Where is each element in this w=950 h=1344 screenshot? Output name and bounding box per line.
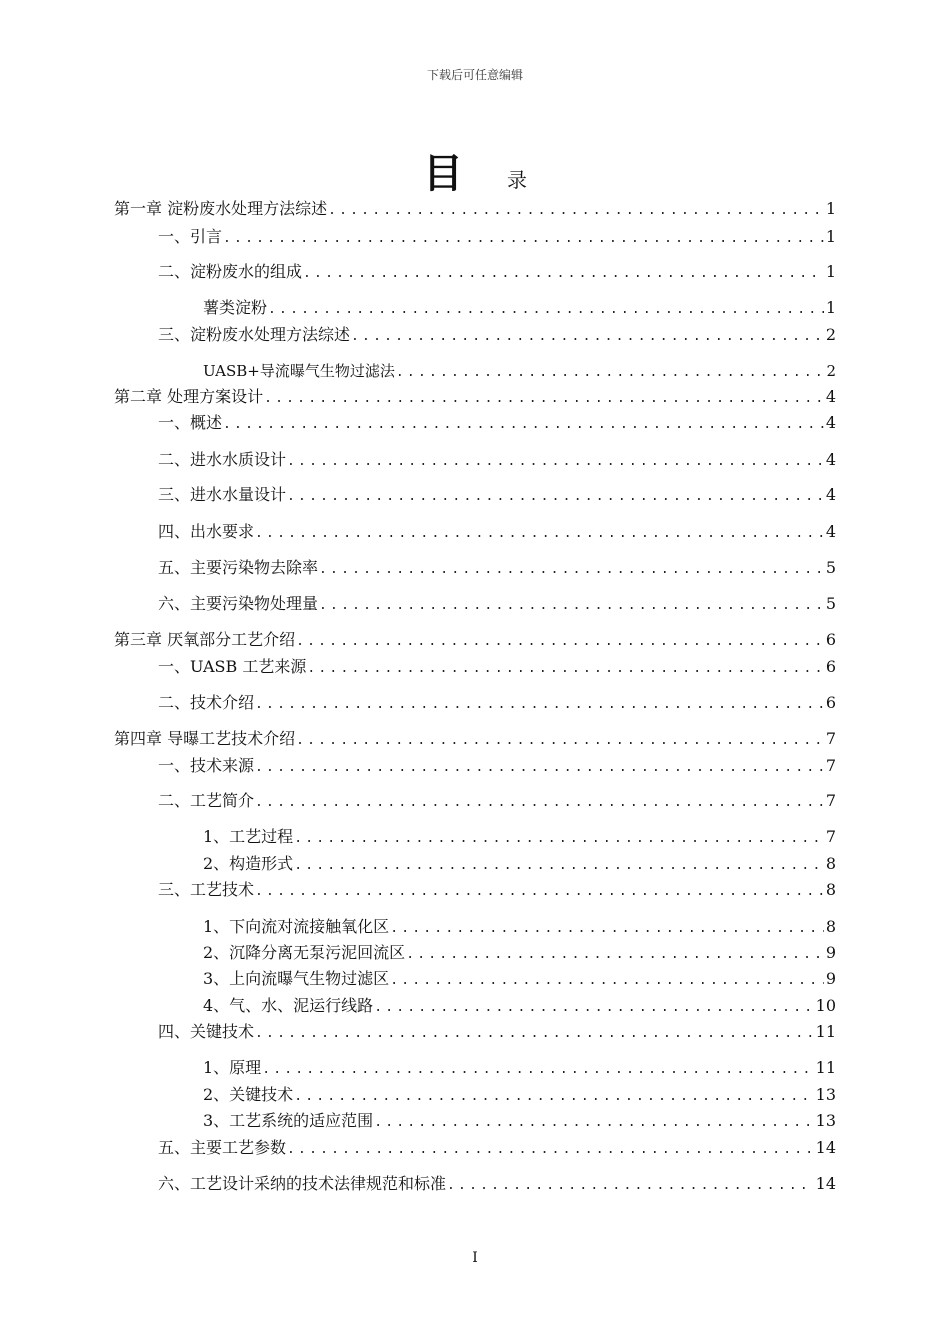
toc-entry[interactable] — [114, 199, 836, 221]
toc-entry[interactable] — [158, 558, 836, 580]
toc-entry-page: 5 — [825, 594, 836, 613]
toc-entry-page: 7 — [825, 729, 836, 748]
toc-entry-label: 五、主要工艺参数 — [158, 1138, 287, 1157]
toc-entry-page: 1 — [825, 199, 836, 218]
toc-entry[interactable] — [203, 1111, 836, 1133]
toc-dot-leader — [328, 201, 824, 221]
toc-entry-label: 第二章 处理方案设计 — [114, 387, 264, 406]
toc-entry-page: 7 — [825, 827, 836, 846]
toc-entry-label: 3、工艺系统的适应范围 — [203, 1111, 374, 1130]
toc-entry-label: 三、进水水量设计 — [158, 485, 287, 504]
toc-entry-page: 1 — [825, 298, 836, 317]
page-number: I — [472, 1250, 478, 1266]
toc-entry-page: 10 — [815, 996, 836, 1015]
toc-entry[interactable] — [158, 227, 836, 249]
toc-dot-leader — [447, 1176, 814, 1196]
toc-dot-leader — [255, 758, 824, 778]
toc-entry-label: 一、引言 — [158, 227, 223, 246]
toc-entry-page: 11 — [815, 1058, 836, 1077]
toc-entry-label: 一、UASB 工艺来源 — [158, 657, 307, 676]
toc-entry-page: 8 — [825, 854, 836, 873]
toc-dot-leader — [374, 998, 813, 1018]
toc-entry[interactable] — [203, 969, 836, 991]
toc-dot-leader — [374, 1113, 813, 1133]
toc-entry[interactable] — [203, 361, 836, 383]
toc-entry-label: 六、主要污染物处理量 — [158, 594, 319, 613]
toc-dot-leader — [406, 945, 824, 965]
toc-entry-page: 6 — [825, 657, 836, 676]
toc-entry-label: 1、工艺过程 — [203, 827, 294, 846]
toc-entry[interactable] — [203, 827, 836, 849]
toc-dot-leader — [390, 919, 824, 939]
toc-entry-page: 7 — [825, 791, 836, 810]
toc-dot-leader — [223, 229, 824, 249]
toc-entry[interactable] — [158, 880, 836, 902]
toc-dot-leader — [351, 327, 824, 347]
toc-dot-leader — [262, 1060, 813, 1080]
toc-entry-label: 第一章 淀粉废水处理方法综述 — [114, 199, 328, 218]
toc-entry-page: 4 — [825, 387, 836, 406]
toc-entry[interactable] — [158, 693, 836, 715]
toc-dot-leader — [255, 793, 824, 813]
toc-entry-label: 二、进水水质设计 — [158, 450, 287, 469]
toc-entry-page: 4 — [825, 522, 836, 541]
toc-entry-page: 6 — [825, 630, 836, 649]
toc-entry-label: 1、原理 — [203, 1058, 262, 1077]
toc-dot-leader — [264, 389, 824, 409]
toc-entry-page: 5 — [825, 558, 836, 577]
toc-entry[interactable] — [114, 630, 836, 652]
toc-entry[interactable] — [158, 325, 836, 347]
toc-entry-label: 四、出水要求 — [158, 522, 255, 541]
toc-entry-page: 8 — [825, 917, 836, 936]
toc-dot-leader — [287, 487, 824, 507]
toc-entry[interactable] — [158, 1174, 836, 1196]
toc-title-secondary: 录 — [507, 168, 527, 192]
toc-dot-leader — [287, 1140, 814, 1160]
toc-entry-label: 六、工艺设计采纳的技术法律规范和标准 — [158, 1174, 447, 1193]
toc-entry-page: 14 — [815, 1174, 836, 1193]
toc-dot-leader — [294, 1087, 813, 1107]
toc-entry-page: 4 — [825, 413, 836, 432]
toc-dot-leader — [296, 632, 824, 652]
toc-entry-label: 4、气、水、泥运行线路 — [203, 996, 374, 1015]
toc-entry[interactable] — [114, 729, 836, 751]
toc-dot-leader — [396, 363, 825, 383]
toc-entry[interactable] — [158, 1022, 836, 1044]
toc-entry[interactable] — [158, 450, 836, 472]
toc-entry[interactable] — [203, 1058, 836, 1080]
toc-dot-leader — [287, 452, 824, 472]
toc-dot-leader — [307, 659, 823, 679]
toc-dot-leader — [268, 300, 824, 320]
toc-entry[interactable] — [158, 485, 836, 507]
toc-dot-leader — [319, 560, 824, 580]
toc-dot-leader — [255, 882, 824, 902]
toc-entry-label: UASB+导流曝气生物过滤法 — [203, 362, 395, 380]
toc-dot-leader — [390, 971, 824, 991]
toc-entry[interactable] — [203, 996, 836, 1018]
toc-entry-page: 13 — [815, 1085, 836, 1104]
toc-entry-page: 8 — [825, 880, 836, 899]
toc-entry[interactable] — [158, 594, 836, 616]
toc-entry[interactable] — [158, 1138, 836, 1160]
toc-dot-leader — [296, 731, 824, 751]
toc-entry-label: 第三章 厌氧部分工艺介绍 — [114, 630, 296, 649]
toc-entry-label: 二、工艺简介 — [158, 791, 255, 810]
toc-entry-page: 4 — [825, 485, 836, 504]
toc-entry[interactable] — [158, 262, 836, 284]
toc-entry[interactable] — [203, 854, 836, 876]
toc-entry-page: 7 — [825, 756, 836, 775]
toc-entry-label: 三、工艺技术 — [158, 880, 255, 899]
toc-entry-label: 2、构造形式 — [203, 854, 294, 873]
toc-dot-leader — [255, 695, 824, 715]
toc-entry-page: 1 — [825, 227, 836, 246]
toc-entry-label: 2、关键技术 — [203, 1085, 294, 1104]
toc-entry[interactable] — [203, 917, 836, 939]
toc-dot-leader — [223, 415, 824, 435]
toc-dot-leader — [255, 1024, 814, 1044]
toc-entry[interactable] — [158, 413, 836, 435]
toc-entry-page: 6 — [825, 693, 836, 712]
toc-entry[interactable] — [203, 943, 836, 965]
toc-entry-label: 一、技术来源 — [158, 756, 255, 775]
toc-entry-page: 9 — [825, 943, 836, 962]
toc-entry-page: 14 — [815, 1138, 836, 1157]
toc-title-main: 目 — [423, 150, 463, 197]
toc-entry-label: 四、关键技术 — [158, 1022, 255, 1041]
toc-entry[interactable] — [203, 1085, 836, 1107]
toc-entry-page: 11 — [815, 1022, 836, 1041]
toc-entry[interactable] — [158, 522, 836, 544]
toc-entry-page: 2 — [826, 362, 836, 380]
toc-entry[interactable] — [203, 298, 836, 320]
toc-entry[interactable] — [114, 387, 836, 409]
toc-entry-page: 2 — [825, 325, 836, 344]
toc-entry-page: 13 — [815, 1111, 836, 1130]
toc-entry-page: 9 — [825, 969, 836, 988]
toc-dot-leader — [255, 524, 824, 544]
toc-entry-label: 一、概述 — [158, 413, 223, 432]
toc-entry-label: 第四章 导曝工艺技术介绍 — [114, 729, 296, 748]
toc-entry-label: 三、淀粉废水处理方法综述 — [158, 325, 351, 344]
toc-entry-label: 1、下向流对流接触氧化区 — [203, 917, 390, 936]
toc-dot-leader — [294, 856, 824, 876]
toc-entry-label: 二、技术介绍 — [158, 693, 255, 712]
toc-entry-page: 1 — [825, 262, 836, 281]
toc-entry-page: 4 — [825, 450, 836, 469]
toc-entry-label: 2、沉降分离无泵污泥回流区 — [203, 943, 406, 962]
header-note: 下载后可任意编辑 — [426, 68, 523, 82]
toc-entry-label: 3、上向流曝气生物过滤区 — [203, 969, 390, 988]
toc-entry[interactable] — [158, 791, 836, 813]
toc-entry-label: 二、淀粉废水的组成 — [158, 262, 303, 281]
toc-entry[interactable] — [158, 756, 836, 778]
toc-entry-label: 薯类淀粉 — [203, 298, 268, 317]
toc-dot-leader — [319, 596, 824, 616]
toc-dot-leader — [303, 264, 824, 284]
toc-entry[interactable] — [158, 657, 836, 679]
toc-dot-leader — [294, 829, 824, 849]
toc-entry-label: 五、主要污染物去除率 — [158, 558, 319, 577]
